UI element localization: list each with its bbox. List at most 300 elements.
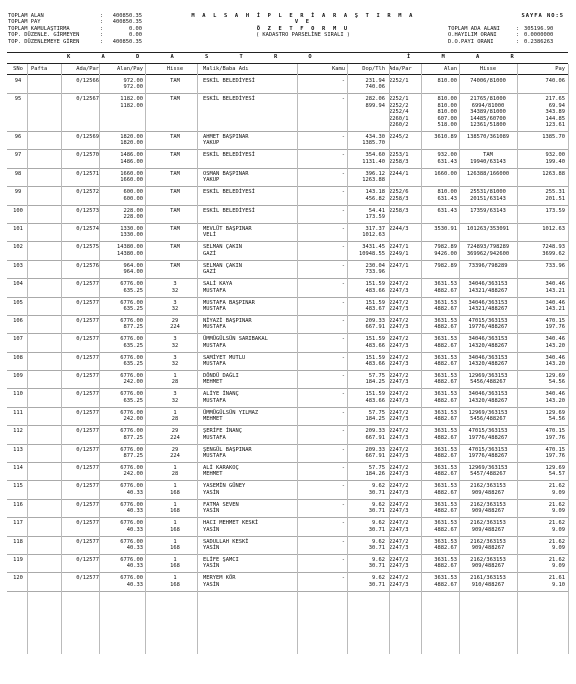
- cell-sno: 103: [13, 262, 23, 269]
- cell-iada: 2247/2: [389, 538, 409, 545]
- report-title: M A L S A H İ P L E R İ A R A Ş T I R M A: [191, 13, 415, 19]
- table-row: [7, 500, 568, 518]
- cell-hisse: TAM: [170, 189, 180, 196]
- cell-pay: 340.46: [545, 299, 565, 306]
- cell-malik: MUSTAFA: [203, 453, 226, 460]
- cell-hisse: 1: [173, 465, 177, 472]
- cell-ada: 0/12577: [76, 336, 99, 343]
- cell-ihisse: 909/488267: [471, 526, 505, 533]
- cell-malik: SELMAN ÇAKIN: [203, 244, 242, 251]
- column-rule: [389, 64, 390, 654]
- cell-ihisse: 19940/63143: [470, 158, 506, 165]
- cell-alan: 877.25: [123, 324, 143, 331]
- cell-hisse: 29: [171, 428, 179, 435]
- cell-sno: 96: [14, 133, 22, 140]
- cell-hisse: 168: [170, 508, 180, 515]
- cell-ialan: 810.00: [437, 109, 457, 116]
- cell-dop: 1131.40: [362, 158, 385, 165]
- cell-ihisse: 138570/361089: [466, 133, 510, 140]
- cell-ialan: 4882.67: [434, 397, 457, 404]
- cell-alan: 1182.00: [120, 102, 143, 109]
- cell-pay: 21.62: [548, 538, 565, 545]
- cell-malik: GAZİ: [203, 250, 216, 257]
- cell-ada: 0/12577: [76, 575, 99, 582]
- cell-ialan: 631.43: [437, 195, 457, 202]
- cell-pay: 143.21: [545, 305, 565, 312]
- header-ratio-value: 0.2386263: [524, 38, 554, 45]
- cell-kamu: -: [341, 354, 345, 361]
- cell-kamu: -: [341, 428, 345, 435]
- cell-hisse: TAM: [170, 207, 180, 214]
- cell-malik: ŞENGÜL BAŞPINAR: [203, 446, 252, 453]
- cell-dop: 30.71: [368, 581, 385, 588]
- header-ratio-value: 305196.90: [524, 26, 554, 32]
- cell-ihisse: 2162/363153: [470, 556, 506, 563]
- cell-kamu: -: [341, 575, 345, 582]
- cell-ihisse: 2162/363153: [470, 483, 506, 490]
- cell-iada: 2247/2: [389, 373, 409, 380]
- cell-sno: 98: [14, 170, 22, 177]
- cell-pay: 340.46: [545, 354, 565, 361]
- cell-ada: 0/12577: [76, 465, 99, 472]
- header-total-value: 0.00: [129, 25, 142, 32]
- cell-hisse: TAM: [170, 262, 180, 269]
- cell-iada: 2247/1: [389, 262, 409, 269]
- cell-ihisse: 369962/942600: [466, 250, 510, 257]
- column-rule: [347, 64, 348, 654]
- cell-pay: 201.51: [545, 195, 565, 202]
- cell-ihisse: 724893/798289: [466, 244, 510, 251]
- cell-pay: 340.46: [545, 281, 565, 288]
- header-colon: :: [100, 38, 104, 45]
- cell-ialan: 3610.89: [434, 133, 457, 140]
- cell-ialan: 631.43: [437, 207, 457, 214]
- cell-iada: 2247/3: [389, 453, 409, 460]
- cell-iada: 2247/2: [389, 317, 409, 324]
- cell-alan: 242.00: [123, 379, 143, 386]
- cell-pay: 340.46: [545, 391, 565, 398]
- cell-malik: MUSTAFA: [203, 305, 226, 312]
- cell-malik: MUSTAFA: [203, 434, 226, 441]
- cell-alan: 6776.00: [120, 538, 143, 545]
- cell-pay: 9.09: [552, 563, 565, 570]
- cell-iada: 2260/1: [389, 115, 409, 122]
- cell-alan: 1330.00: [120, 232, 143, 239]
- cell-pay: 21.62: [548, 483, 565, 490]
- cell-dop: 143.18: [365, 189, 385, 196]
- cell-pay: 69.94: [548, 102, 565, 109]
- cell-ialan: 4882.67: [434, 453, 457, 460]
- cell-ialan: 3631.53: [434, 538, 457, 545]
- cell-ihisse: 34046/363153: [468, 391, 508, 398]
- header-total-value: 0.00: [129, 32, 142, 39]
- cell-ihisse: 2162/363153: [470, 520, 506, 527]
- cell-ada: 0/12577: [76, 556, 99, 563]
- cell-ihisse: 2161/363153: [470, 575, 506, 582]
- cell-pay: 197.76: [545, 324, 565, 331]
- cell-ialan: 810.00: [437, 96, 457, 103]
- cell-malik: MUSTAFA: [203, 361, 226, 368]
- cell-malik: VELİ: [203, 232, 216, 239]
- cell-alan: 14380.00: [117, 250, 143, 257]
- cell-kamu: -: [341, 299, 345, 306]
- cell-alan: 40.33: [126, 508, 143, 515]
- cell-malik: MUSTAFA: [203, 287, 226, 294]
- cell-dop: 899.94: [365, 102, 385, 109]
- cell-pay: 21.62: [548, 520, 565, 527]
- cell-malik: ESKİL BELEDİYESİ: [203, 207, 255, 214]
- cell-dop: 184.26: [365, 471, 385, 478]
- cell-hisse: 32: [171, 361, 179, 368]
- cell-iada: 2247/2: [389, 575, 409, 582]
- table-row: [7, 298, 568, 316]
- cell-ihisse: 34389/81000: [470, 109, 506, 116]
- cell-ihisse: 14321/488267: [468, 287, 508, 294]
- header-total-label: TOP. DÜZENLE. GİRMEYEN: [8, 32, 80, 39]
- header-total-value: 400850.35: [112, 13, 142, 19]
- cell-alan: 6776.00: [120, 428, 143, 435]
- cell-iada: 2247/1: [389, 244, 409, 251]
- column-header: Alan/Pay: [117, 66, 143, 72]
- cell-ialan: 810.00: [437, 102, 457, 109]
- table-row: [7, 187, 568, 205]
- cell-pay: 197.76: [545, 453, 565, 460]
- cell-ihisse: 12969/363153: [468, 465, 508, 472]
- cell-dop: 151.59: [365, 391, 385, 398]
- cell-alan: 6776.00: [120, 575, 143, 582]
- cell-ada: 0/12577: [76, 520, 99, 527]
- table-row: [7, 389, 568, 407]
- cell-hisse: TAM: [170, 244, 180, 251]
- cell-ada: 0/12576: [76, 262, 99, 269]
- cell-hisse: 1: [173, 409, 177, 416]
- cell-hisse: 1: [173, 373, 177, 380]
- cell-kamu: -: [341, 152, 345, 159]
- cell-kamu: -: [341, 391, 345, 398]
- cell-ihisse: 909/488267: [471, 563, 505, 570]
- column-header: Ada/Par: [389, 66, 412, 72]
- cell-hisse: 224: [170, 324, 180, 331]
- cell-pay: 255.31: [545, 189, 565, 196]
- cell-dop: 10948.55: [359, 250, 385, 257]
- cell-ada: 0/12570: [76, 152, 99, 159]
- cell-kamu: -: [341, 336, 345, 343]
- cell-iada: 2247/2: [389, 501, 409, 508]
- cell-dop: 30.71: [368, 489, 385, 496]
- cell-pay: 129.69: [545, 465, 565, 472]
- cell-malik: SALİ KAYA: [203, 281, 233, 288]
- cell-alan: 1820.00: [120, 133, 143, 140]
- cell-hisse: 168: [170, 581, 180, 588]
- header-totals: [8, 13, 142, 45]
- cell-hisse: 3: [173, 336, 177, 343]
- cell-hisse: 29: [171, 317, 179, 324]
- cell-ada: 0/12577: [76, 299, 99, 306]
- cell-ada: 0/12566: [76, 78, 99, 84]
- cell-kamu: -: [341, 501, 345, 508]
- cell-pay: 343.89: [545, 109, 565, 116]
- cell-ihisse: 5457/488267: [470, 471, 506, 478]
- cell-pay: 9.09: [552, 489, 565, 496]
- cell-alan: 972.00: [123, 84, 143, 91]
- cell-sno: 102: [13, 244, 23, 251]
- cell-ialan: 4882.67: [434, 287, 457, 294]
- cell-pay: 54.57: [548, 471, 565, 478]
- cell-dop: 151.59: [365, 299, 385, 306]
- cell-iada: 2253/1: [389, 152, 409, 159]
- cell-ialan: 4882.67: [434, 416, 457, 423]
- cell-dop: 456.82: [365, 195, 385, 202]
- header-ratio-label: O.HAYILIM ORANI: [448, 32, 497, 39]
- cell-pay: 54.56: [548, 379, 565, 386]
- cell-ihisse: 47015/363153: [468, 317, 508, 324]
- header-total-label: TOPLAM PAY: [8, 19, 41, 26]
- cell-ialan: 518.00: [437, 121, 457, 128]
- cell-pay: 470.15: [545, 428, 565, 435]
- table-row: [7, 537, 568, 555]
- cell-hisse: 32: [171, 342, 179, 349]
- cell-iada: 2258/3: [389, 158, 409, 165]
- cell-ialan: 3530.91: [434, 225, 457, 232]
- cell-ialan: 3631.53: [434, 575, 457, 582]
- cell-dop: 57.75: [368, 409, 385, 416]
- cell-sno: 106: [13, 317, 23, 324]
- column-rule: [27, 64, 28, 654]
- cell-iada: 2247/2: [389, 354, 409, 361]
- header-total-label: TOP. DÜZENLEMEYE GİREN: [8, 38, 80, 45]
- cell-malik: MEHMET: [203, 416, 223, 423]
- cell-dop: 667.91: [365, 434, 385, 441]
- cell-alan: 635.25: [123, 397, 143, 404]
- header-colon: :: [100, 32, 104, 39]
- cell-alan: 6776.00: [120, 373, 143, 380]
- cell-kamu: -: [341, 189, 345, 196]
- cell-malik: ESKİL BELEDİYESİ: [203, 78, 255, 84]
- column-header: Malik/Baba Adı: [203, 66, 249, 72]
- cell-ialan: 9426.00: [434, 250, 457, 257]
- cell-alan: 242.00: [123, 416, 143, 423]
- column-rule: [99, 64, 100, 654]
- cell-kamu: -: [341, 556, 345, 563]
- cell-hisse: 29: [171, 446, 179, 453]
- cell-pay: 470.15: [545, 317, 565, 324]
- cell-hisse: 28: [171, 471, 179, 478]
- cell-ada: 0/12571: [76, 170, 99, 177]
- cell-pay: 21.61: [548, 575, 565, 582]
- cell-malik: MEVLÜT BAŞPINAR: [203, 225, 252, 232]
- cell-ada: 0/12577: [76, 446, 99, 453]
- cell-malik: YAKUP: [203, 177, 220, 184]
- cell-pay: 470.15: [545, 446, 565, 453]
- cell-iada: 2249/1: [389, 250, 409, 257]
- table-row: [7, 334, 568, 352]
- table-row: [7, 169, 568, 187]
- cell-ihisse: 909/488267: [471, 544, 505, 551]
- cell-dop: 30.71: [368, 526, 385, 533]
- cell-pay: 932.00: [545, 152, 565, 159]
- header-total-value: 400850.35: [112, 19, 142, 26]
- cell-iada: 2247/3: [389, 397, 409, 404]
- cell-ialan: 3631.53: [434, 373, 457, 380]
- cell-pay: 1012.63: [542, 225, 565, 232]
- cell-pay: 340.46: [545, 336, 565, 343]
- cell-pay: 3699.62: [542, 250, 565, 257]
- cell-pay: 143.21: [545, 287, 565, 294]
- header-total-label: TOPLAM KAMULAŞTIRMA: [8, 25, 70, 32]
- cell-dop: 317.37: [365, 225, 385, 232]
- cell-iada: 2247/3: [389, 581, 409, 588]
- cell-sno: 110: [13, 391, 23, 398]
- cell-sno: 95: [14, 96, 22, 103]
- cell-sno: 101: [13, 225, 23, 232]
- cell-alan: 635.25: [123, 305, 143, 312]
- cell-ialan: 4882.67: [434, 305, 457, 312]
- cell-iada: 2258/3: [389, 195, 409, 202]
- cell-alan: 40.33: [126, 581, 143, 588]
- cell-alan: 600.00: [123, 195, 143, 202]
- cell-dop: 1263.88: [362, 177, 385, 184]
- cell-ialan: 4882.67: [434, 361, 457, 368]
- cell-iada: 2247/3: [389, 379, 409, 386]
- cell-pay: 21.62: [548, 501, 565, 508]
- cell-ialan: 607.00: [437, 115, 457, 122]
- table-row: [7, 94, 568, 132]
- cell-kamu: -: [341, 483, 345, 490]
- header-ratio-value: 0.0000000: [524, 32, 554, 39]
- cell-dop: 151.59: [365, 354, 385, 361]
- cell-iada: 2247/3: [389, 471, 409, 478]
- cell-ialan: 932.00: [437, 152, 457, 159]
- cell-ialan: 4882.67: [434, 581, 457, 588]
- cell-hisse: 1: [173, 501, 177, 508]
- table-row: [7, 261, 568, 279]
- cell-alan: 14380.00: [117, 244, 143, 251]
- cell-dop: 30.71: [368, 563, 385, 570]
- cell-ihisse: 12969/363153: [468, 409, 508, 416]
- cell-malik: MUSTAFA BAŞPINAR: [203, 299, 255, 306]
- cell-sno: 115: [13, 483, 23, 490]
- cell-iada: 2247/3: [389, 287, 409, 294]
- cell-kamu: -: [341, 538, 345, 545]
- cell-ihisse: 5456/488267: [470, 416, 506, 423]
- cell-ihisse: 2162/363153: [470, 538, 506, 545]
- cell-alan: 6776.00: [120, 520, 143, 527]
- cell-hisse: 28: [171, 416, 179, 423]
- cell-pay: 21.62: [548, 556, 565, 563]
- cell-dop: 209.33: [365, 428, 385, 435]
- cell-alan: 228.00: [123, 207, 143, 214]
- cell-alan: 1660.00: [120, 177, 143, 184]
- report-title-block: [158, 13, 448, 39]
- cell-ada: 0/12577: [76, 538, 99, 545]
- cell-alan: 635.25: [123, 342, 143, 349]
- cell-malik: ELİFE ŞAMCI: [203, 556, 239, 563]
- cell-dop: 231.94: [365, 78, 385, 84]
- cell-hisse: 1: [173, 556, 177, 563]
- cell-malik: AHMET BAŞPINAR: [203, 133, 249, 140]
- cell-ialan: 7982.89: [434, 244, 457, 251]
- cell-pay: 9.09: [552, 508, 565, 515]
- cell-malik: YASİN: [203, 544, 220, 551]
- cell-alan: 1486.00: [120, 152, 143, 159]
- cell-kamu: -: [341, 133, 345, 140]
- cell-ialan: 4882.67: [434, 563, 457, 570]
- cell-iada: 2247/3: [389, 305, 409, 312]
- cell-pay: 740.06: [545, 78, 565, 84]
- cell-dop: 483.66: [365, 361, 385, 368]
- cell-hisse: TAM: [170, 78, 180, 84]
- cell-iada: 2247/2: [389, 428, 409, 435]
- report-title-ve: V E: [294, 19, 312, 26]
- cell-iada: 2247/2: [389, 556, 409, 563]
- cell-ialan: 4882.67: [434, 526, 457, 533]
- cell-dop: 667.91: [365, 324, 385, 331]
- cell-malik: YASİN: [203, 563, 220, 570]
- cell-ialan: 3631.53: [434, 501, 457, 508]
- cell-alan: 6776.00: [120, 336, 143, 343]
- cell-pay: 173.59: [545, 207, 565, 214]
- cell-sno: 112: [13, 428, 23, 435]
- cell-alan: 1820.00: [120, 140, 143, 147]
- column-header: Hisse: [479, 66, 497, 72]
- cell-kamu: -: [341, 262, 345, 269]
- header-colon: :: [516, 38, 520, 45]
- column-header: Ada/Par: [76, 66, 99, 72]
- cell-ialan: 3631.53: [434, 520, 457, 527]
- cell-pay: 9.09: [552, 526, 565, 533]
- cell-kamu: -: [341, 170, 345, 177]
- cell-dop: 396.12: [365, 170, 385, 177]
- table-row: [7, 463, 568, 481]
- cell-sno: 118: [13, 538, 23, 545]
- cell-ihisse: 19776/488267: [468, 324, 508, 331]
- cell-kamu: -: [341, 446, 345, 453]
- cell-malik: ESKİL BELEDİYESİ: [203, 189, 255, 196]
- cell-iada: 2247/2: [389, 483, 409, 490]
- cell-sno: 100: [13, 207, 23, 214]
- cell-ialan: 3631.53: [434, 556, 457, 563]
- header-colon: :: [516, 32, 520, 39]
- cell-iada: 2247/2: [389, 520, 409, 527]
- cell-iada: 2252/1: [389, 78, 409, 84]
- cell-dop: 483.66: [365, 342, 385, 349]
- column-rule: [459, 64, 460, 654]
- cell-hisse: TAM: [170, 170, 180, 177]
- cell-malik: MUSTAFA: [203, 342, 226, 349]
- cell-iada: 2260/2: [389, 121, 409, 128]
- cell-hisse: 168: [170, 526, 180, 533]
- cell-dop: 9.62: [372, 575, 385, 582]
- cell-ialan: 4882.67: [434, 471, 457, 478]
- column-rule: [197, 64, 198, 654]
- cell-pay: 129.69: [545, 373, 565, 380]
- cell-ada: 0/12577: [76, 281, 99, 288]
- cell-hisse: TAM: [170, 96, 180, 103]
- cell-ialan: 3631.53: [434, 465, 457, 472]
- column-rule: [421, 64, 422, 654]
- cell-sno: 117: [13, 520, 23, 527]
- table-row: [7, 316, 568, 334]
- cell-dop: 230.04: [365, 262, 385, 269]
- table-row: [7, 408, 568, 426]
- cell-dop: 173.59: [365, 213, 385, 220]
- cell-hisse: 168: [170, 544, 180, 551]
- cell-ihisse: 19776/488267: [468, 453, 508, 460]
- cell-ada: 0/12577: [76, 317, 99, 324]
- cell-kamu: -: [341, 244, 345, 251]
- table-row: [7, 371, 568, 389]
- cell-ada: 0/12577: [76, 373, 99, 380]
